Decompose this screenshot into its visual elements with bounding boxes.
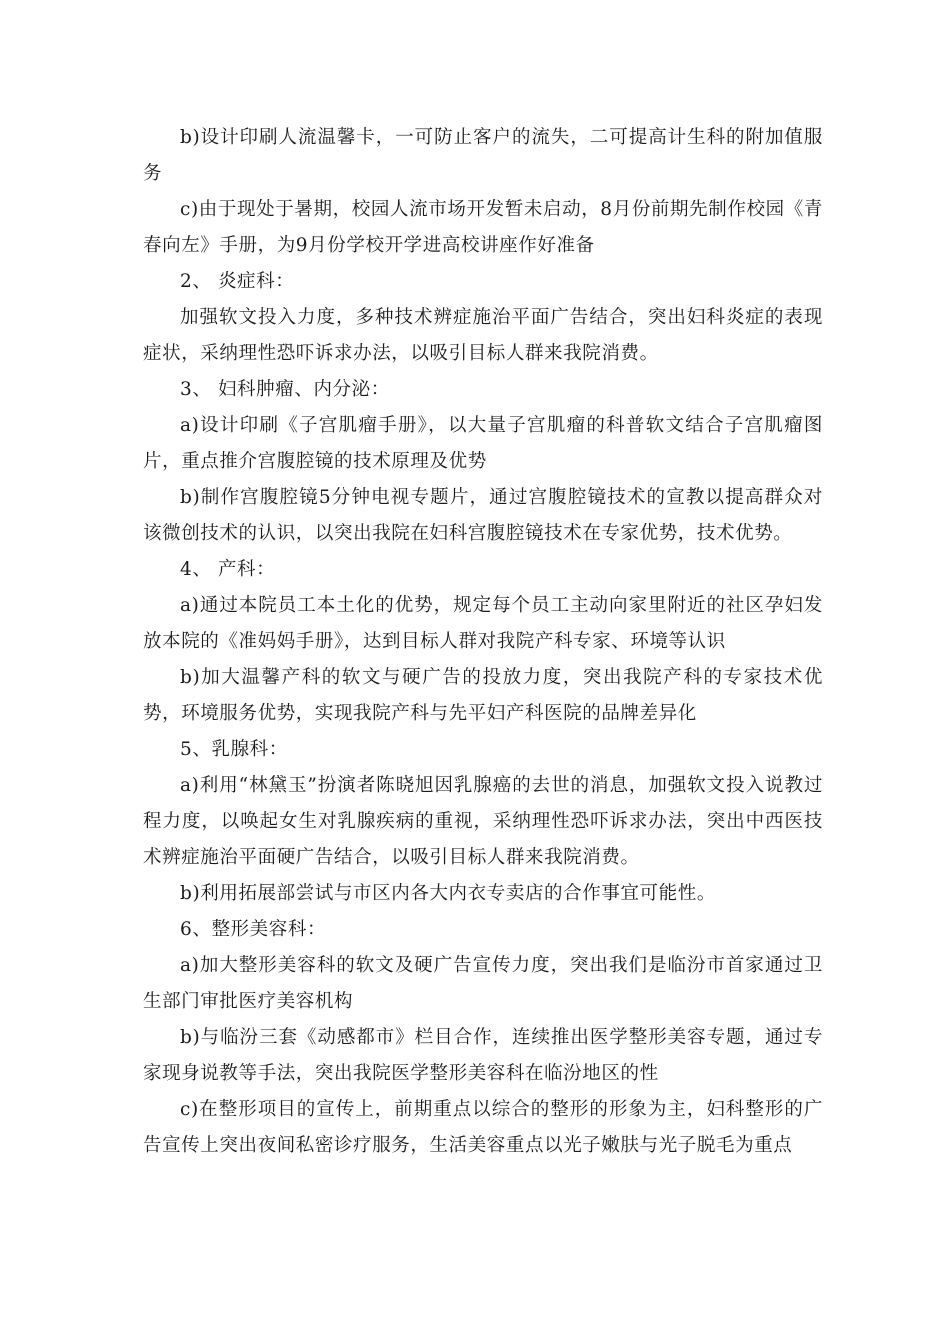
section-heading-breast: 5、乳腺科： [180, 739, 288, 760]
section-heading-cosmetic: 6、整形美容科： [180, 919, 327, 940]
paragraph-cosmetic-projects: c)在整形项目的宣传上，前期重点以综合的整形的形象为主，妇科整形的广告宣传上突出夜间私密诊疗服务，生活美容重点以光子嫩肤与光子脱毛为重点 [143, 1099, 823, 1156]
section-heading-obstetrics: 4、 产科： [180, 559, 276, 580]
paragraph-breast-campaign: a)利用“林黛玉”扮演者陈晓旭因乳腺癌的去世的消息，加强软文投入说教过程力度，以唤起女生对乳腺疾病的重视，采纳理性恐吓诉求办法，突出中西医技术辨症施治平面硬广告结合，以吸引目标人群来我院消费。 [143, 775, 823, 868]
paragraph-laparoscopy-video: b)制作宫腹腔镜5分钟电视专题片，通过宫腹腔镜技术的宣教以提高群众对该微创技术的认识，以突出我院在妇科宫腹腔镜技术在专家优势，技术优势。 [143, 487, 823, 544]
paragraph-inflammation: 加强软文投入力度，多种技术辨症施治平面广告结合，突出妇科炎症的表现症状，采纳理性恐吓诉求办法，以吸引目标人群来我院消费。 [143, 307, 823, 364]
section-heading-inflammation: 2、 炎症科： [180, 271, 295, 292]
paragraph-family-planning-card: b)设计印刷人流温馨卡，一可防止客户的流失，二可提高计生科的附加值服务 [143, 127, 823, 184]
section-heading-tumor-endocrine: 3、 妇科肿瘤、内分泌： [180, 379, 390, 400]
paragraph-tv-program: b)与临汾三套《动感都市》栏目合作，连续推出医学整形美容专题，通过专家现身说教等手法，突出我院医学整形美容科在临汾地区的性 [143, 1027, 823, 1084]
paragraph-mom-handbook: a)通过本院员工本土化的优势，规定每个员工主动向家里附近的社区孕妇发放本院的《准妈妈手册》，达到目标人群对我院产科专家、环境等认识 [143, 595, 823, 652]
paragraph-cosmetic-ads: a)加大整形美容科的软文及硬广告宣传力度，突出我们是临汾市首家通过卫生部门审批医疗美容机构 [143, 955, 823, 1012]
paragraph-fibroid-handbook: a)设计印刷《子宫肌瘤手册》，以大量子宫肌瘤的科普软文结合子宫肌瘤图片，重点推介宫腹腔镜的技术原理及优势 [143, 415, 823, 472]
paragraph-obstetrics-ads: b)加大温馨产科的软文与硬广告的投放力度，突出我院产科的专家技术优势，环境服务优势，实现我院产科与先平妇产科医院的品牌差异化 [143, 667, 823, 724]
paragraph-campus-handbook: c)由于现处于暑期，校园人流市场开发暂未启动，8月份前期先制作校园《青春向左》手册，为9月份学校开学进高校讲座作好准备 [143, 199, 823, 256]
paragraph-lingerie-partnership: b)利用拓展部尝试与市区内各大内衣专卖店的合作事宜可能性。 [180, 883, 716, 904]
document-body [143, 120, 823, 1164]
